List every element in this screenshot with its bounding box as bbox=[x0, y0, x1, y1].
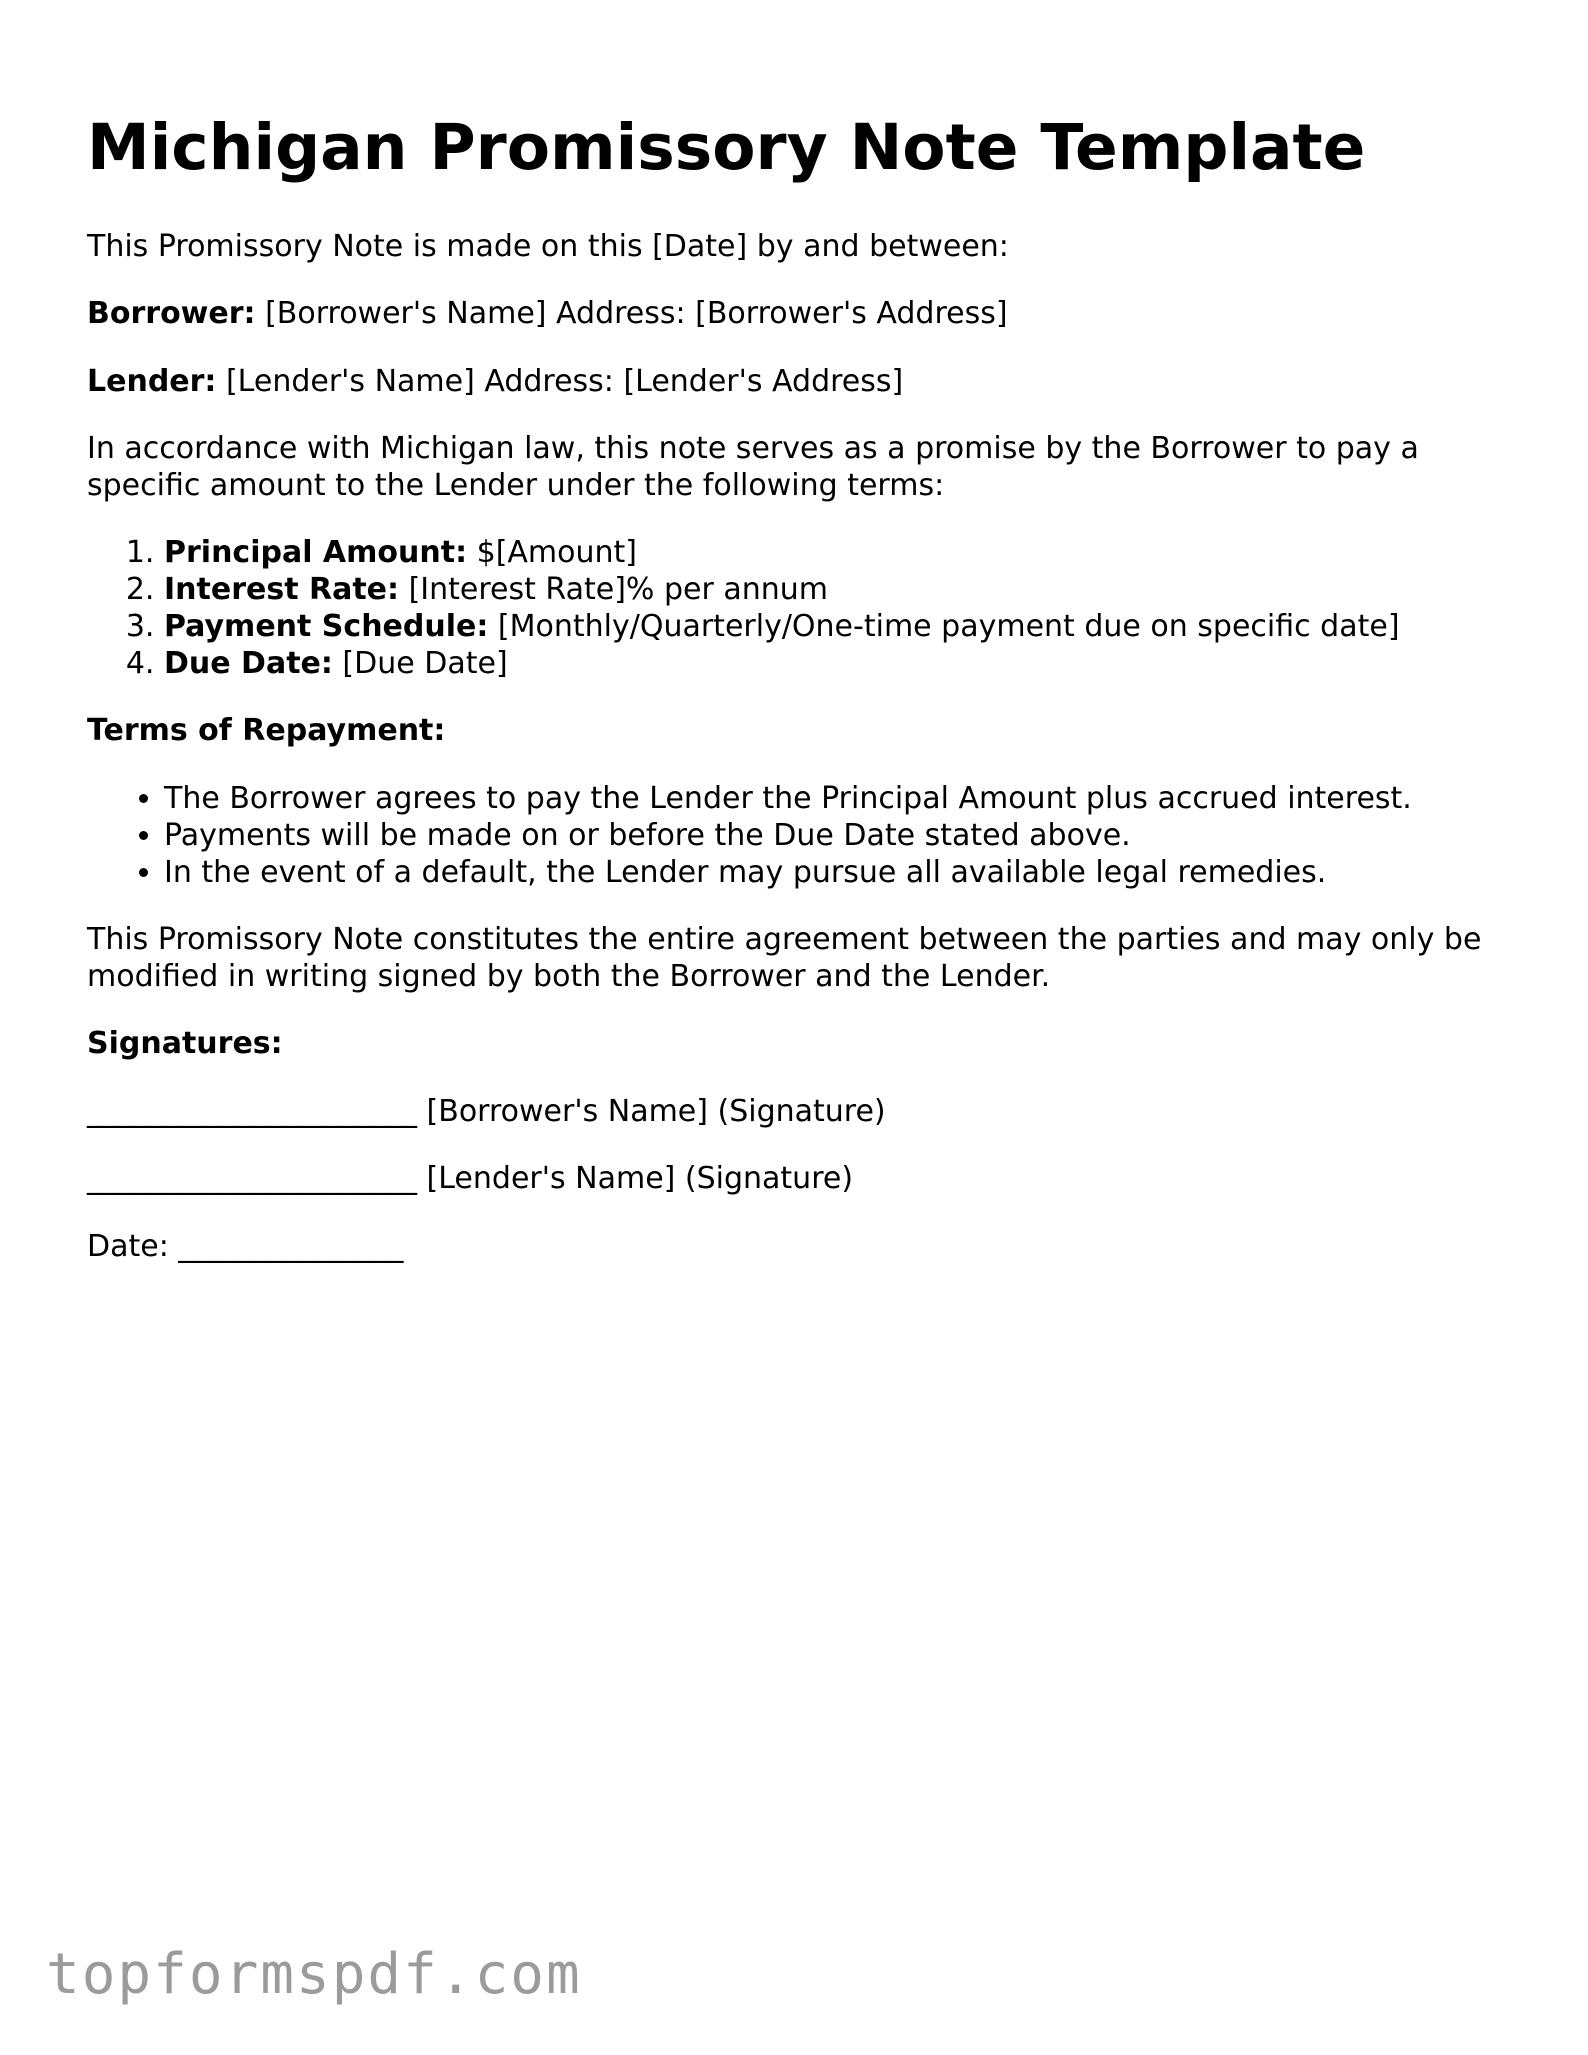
term-label: Principal Amount: bbox=[164, 535, 468, 570]
borrower-line bbox=[87, 295, 1008, 332]
list-item bbox=[164, 534, 1400, 571]
list-item bbox=[164, 645, 1400, 682]
term-label: Payment Schedule: bbox=[164, 609, 489, 644]
date-line: Date: _______________ bbox=[87, 1229, 404, 1264]
lender-text: [Lender's Name] Address: [Lender's Address] bbox=[216, 364, 904, 399]
accordance-paragraph: In accordance with Michigan law, this note serves as a promise by the Borrower to pay a specific amount to the Lender under the following terms: bbox=[87, 431, 1419, 503]
list-item: • Payments will be made on or before the Due Date stated above. bbox=[164, 817, 1412, 854]
term-value: [Due Date] bbox=[332, 646, 508, 681]
term-value: [Interest Rate]% per annum bbox=[399, 572, 828, 607]
list-item: • The Borrower agrees to pay the Lender the Principal Amount plus accrued interest. bbox=[164, 780, 1412, 817]
repayment-list bbox=[87, 780, 1412, 891]
term-value: $[Amount] bbox=[467, 535, 637, 570]
lender-line bbox=[87, 363, 903, 400]
list-item: • In the event of a default, the Lender may pursue all available legal remedies. bbox=[164, 854, 1412, 891]
intro-paragraph: This Promissory Note is made on this [Date] by and between: bbox=[87, 229, 1009, 264]
watermark: topformspdf.com bbox=[46, 1942, 582, 2007]
borrower-text: [Borrower's Name] Address: [Borrower's Address] bbox=[255, 296, 1008, 331]
lender-label: Lender: bbox=[87, 364, 217, 399]
document-title: Michigan Promissory Note Template bbox=[87, 111, 1366, 184]
term-label: Due Date: bbox=[164, 646, 333, 681]
term-value: [Monthly/Quarterly/One-time payment due on specific date] bbox=[488, 609, 1400, 644]
borrower-signature-line: ______________________ [Borrower's Name] (Signature) bbox=[87, 1094, 886, 1129]
list-item bbox=[164, 608, 1400, 645]
signatures-heading: Signatures: bbox=[87, 1026, 283, 1061]
terms-list bbox=[87, 534, 1400, 682]
repayment-heading: Terms of Repayment: bbox=[87, 713, 446, 748]
term-label: Interest Rate: bbox=[164, 572, 400, 607]
lender-signature-line: ______________________ [Lender's Name] (Signature) bbox=[87, 1161, 854, 1196]
entire-agreement-paragraph: This Promissory Note constitutes the entire agreement between the parties and may only be modified in writing signed by both the Borrower and the Lender. bbox=[87, 922, 1482, 994]
list-item bbox=[164, 571, 1400, 608]
borrower-label: Borrower: bbox=[87, 296, 256, 331]
